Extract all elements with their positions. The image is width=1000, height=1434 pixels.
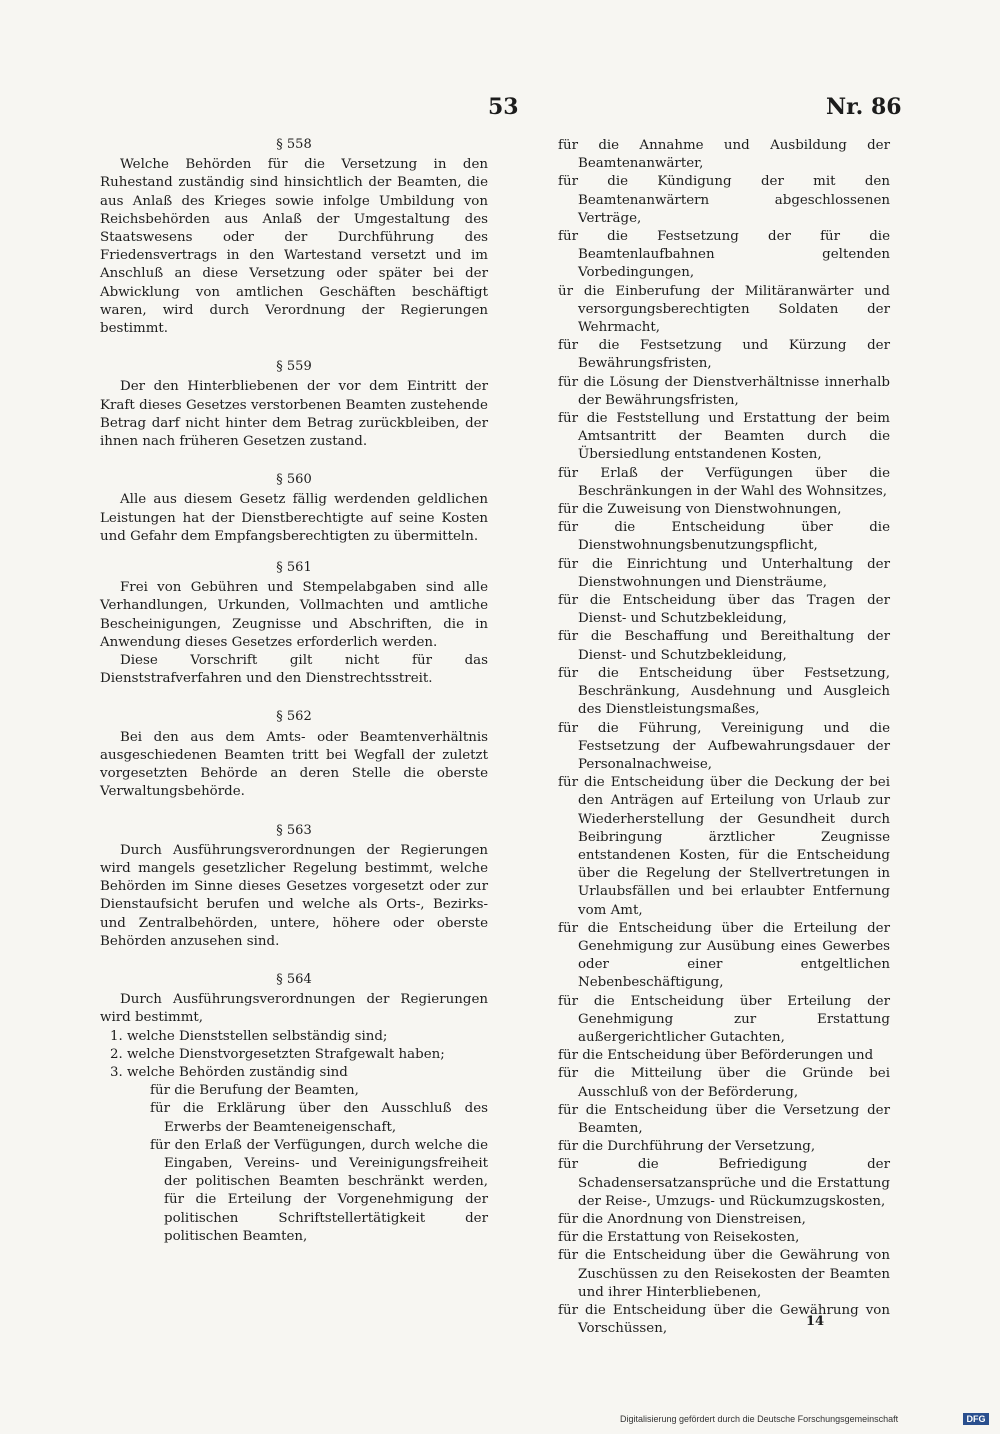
competence-item: für die Einrichtung und Unterhaltung der Dienstwohnungen und Diensträume, [558, 556, 890, 590]
competence-item: für die Befriedigung der Schadensersatzansprüche und die Erstattung der Reise-, Umzugs- und Rückumzugskosten, [558, 1157, 890, 1209]
competence-item: für die Entscheidung über die Gewährung von Vorschüssen, [558, 1303, 890, 1337]
competence-item: für Erlaß der Verfügungen über die Beschränkungen in der Wahl des Wohnsitzes, [558, 465, 890, 499]
section-paragraph: Alle aus diesem Gesetz fällig werdenden geldlichen Leistungen hat der Dienstberechtigte auf seine Kosten und Gefahr dem Empfangsberechtigten zu übermitteln. [100, 492, 488, 544]
competence-item: für die Entscheidung über Erteilung der Genehmigung zur Erstattung außergerichtlicher Gutachten, [558, 993, 890, 1045]
competence-item: für die Lösung der Dienstverhältnisse innerhalb der Bewährungsfristen, [558, 374, 890, 408]
competence-item: für die Feststellung und Erstattung der beim Amtsantritt der Beamten durch die Übersiedlung entstandenen Kosten, [558, 411, 890, 463]
competence-item: für die Festsetzung der für die Beamtenlaufbahnen geltenden Vorbedingungen, [558, 229, 890, 281]
section-paragraph: Welche Behörden für die Versetzung in den Ruhestand zuständig sind hinsichtlich der Beamten, die aus Anlaß des Krieges sowie infolge Umbildung von Reichsbehörden aus Anlaß der Umgestaltung des Staatswesens oder der Durchführung des Friedensvertrags in den Wartestand versetzt und im Anschluß an diese Versetzung oder später bei der Abwicklung von amtlichen Geschäften beschäftigt waren, wird durch Verordnung der Regierungen bestimmt. [100, 157, 488, 337]
competence-list-continued [558, 137, 890, 1338]
competence-item: für die Beschaffung und Bereithaltung der Dienst- und Schutzbekleidung, [558, 629, 890, 663]
competence-item: für die Kündigung der mit den Beamtenanwärtern abgeschlossenen Verträge, [558, 174, 890, 226]
competence-item: für die Entscheidung über Festsetzung, Beschränkung, Ausdehnung und Ausgleich des Dienstleistungsmaßes, [558, 665, 890, 718]
section-559 [100, 358, 488, 451]
competence-item: für die Entscheidung über das Tragen der Dienst- und Schutzbekleidung, [558, 593, 890, 627]
competence-item: für die Annahme und Ausbildung der Beamtenanwärter, [558, 138, 890, 172]
section-paragraph: Durch Ausführungsverordnungen der Regierungen wird mangels gesetzlicher Regelung bestimmt, welche Behörden im Sinne dieses Gesetzes vorgesetzt oder zur Dienstaufsicht berufen und welche als Orts-, Bezirks- und Zentralbehörden, untere, höhere oder oberste Behörden anzusehen sind. [100, 842, 488, 949]
issue-number: Nr. 86 [826, 94, 902, 120]
section-heading: § 562 [276, 709, 312, 725]
section-paragraph: Bei den aus dem Amts- oder Beamtenverhältnis ausgeschiedenen Beamten tritt bei Wegfall der zuletzt vorgesetzten Behörde an deren Stelle die oberste Verwaltungsbehörde. [100, 729, 488, 800]
section-564 [100, 971, 488, 1246]
section-heading: § 558 [276, 137, 312, 152]
competence-item: für die Erklärung über den Ausschluß des Erwerbs der Beamteneigenschaft, [150, 1101, 488, 1135]
section-heading: § 559 [276, 359, 312, 375]
section-paragraph: Durch Ausführungsverordnungen der Regierungen wird bestimmt, [100, 992, 488, 1026]
dfg-logo: DFG [963, 1413, 989, 1425]
numbered-item: 2. welche Dienstvorgesetzten Strafgewalt haben; [110, 1046, 445, 1062]
section-560 [100, 471, 488, 546]
right-column [558, 137, 890, 1338]
section-heading: § 564 [276, 971, 312, 987]
section-561 [100, 559, 488, 688]
section-heading: § 563 [276, 822, 312, 838]
section-558 [100, 136, 488, 338]
section-heading: § 560 [276, 472, 312, 488]
competence-item: für die Anordnung von Dienstreisen, [558, 1211, 806, 1227]
competence-item: für die Entscheidung über die Deckung der bei den Anträgen auf Erteilung von Urlaub zur Wiederherstellung der Gesundheit durch Beibringung ärztlicher Zeugnisse entstandenen Kosten, für die Entscheidung über die Regelung der Stellvertretungen in Urlaubsfällen und bei erlaubter Entfernung vom Amt, [558, 775, 890, 918]
section-paragraph: Diese Vorschrift gilt nicht für das Dienststrafverfahren und den Dienstrechtsstreit. [100, 653, 488, 687]
competence-item: für die Entscheidung über Beförderungen und [558, 1048, 874, 1064]
competence-item: ür die Einberufung der Militäranwärter und versorgungsberechtigten Soldaten der Wehrmacht, [558, 283, 890, 336]
digitization-note: Digitalisierung gefördert durch die Deutsche Forschungsgemeinschaft [620, 1414, 899, 1424]
page-number: 53 [488, 94, 519, 120]
section-paragraph: Frei von Gebühren und Stempelabgaben sind alle Verhandlungen, Urkunden, Vollmachten und amtliche Bescheinigungen, Zeugnisse und Abschriften, die in Anwendung dieses Gesetzes erforderlich werden. [100, 580, 488, 650]
numbered-item: 1. welche Dienststellen selbständig sind; [110, 1028, 388, 1044]
competence-item: für die Mitteilung über die Gründe bei Ausschluß von der Beförderung, [558, 1066, 890, 1100]
left-column [100, 136, 488, 1246]
competence-item: für die Durchführung der Versetzung, [558, 1139, 816, 1155]
competence-item: für die Führung, Vereinigung und die Festsetzung der Aufbewahrungsdauer der Personalnachweise, [558, 720, 890, 772]
competence-item: für die Entscheidung über die Gewährung von Zuschüssen zu den Reisekosten der Beamten und ihrer Hinterbliebenen, [558, 1248, 890, 1300]
competence-item: für die Erstattung von Reisekosten, [558, 1230, 800, 1246]
numbered-item: 3. welche Behörden zuständig sind [110, 1064, 348, 1080]
competence-item: für den Erlaß der Verfügungen, durch welche die Eingaben, Vereins- und Vereinigungsfreiheit der politischen Beamten beschränkt werden, für die Erteilung der Vorgenehmigung der politischen Schriftstellertätigkeit der politischen Beamten, [150, 1137, 488, 1244]
competence-item: für die Festsetzung und Kürzung der Bewährungsfristen, [558, 338, 890, 372]
competence-list [150, 1082, 488, 1246]
section-562 [100, 708, 488, 801]
competence-item: für die Entscheidung über die Versetzung der Beamten, [558, 1102, 890, 1136]
numbered-list [100, 1028, 488, 1083]
section-heading: § 561 [276, 560, 312, 576]
competence-item: für die Zuweisung von Dienstwohnungen, [558, 502, 842, 518]
signature-mark: 14 [806, 1314, 825, 1329]
competence-item: für die Entscheidung über die Erteilung der Genehmigung zur Ausübung eines Gewerbes oder einer entgeltlichen Nebenbeschäftigung, [558, 920, 890, 991]
competence-item: für die Berufung der Beamten, [150, 1083, 359, 1099]
competence-item: für die Entscheidung über die Dienstwohnungsbenutzungspflicht, [558, 520, 890, 554]
section-563 [100, 822, 488, 951]
section-paragraph: Der den Hinterbliebenen der vor dem Eintritt der Kraft dieses Gesetzes verstorbenen Beamten zustehende Betrag darf nicht hinter dem Betrag zurückbleiben, der ihnen nach früheren Gesetzen zustand. [100, 379, 488, 450]
